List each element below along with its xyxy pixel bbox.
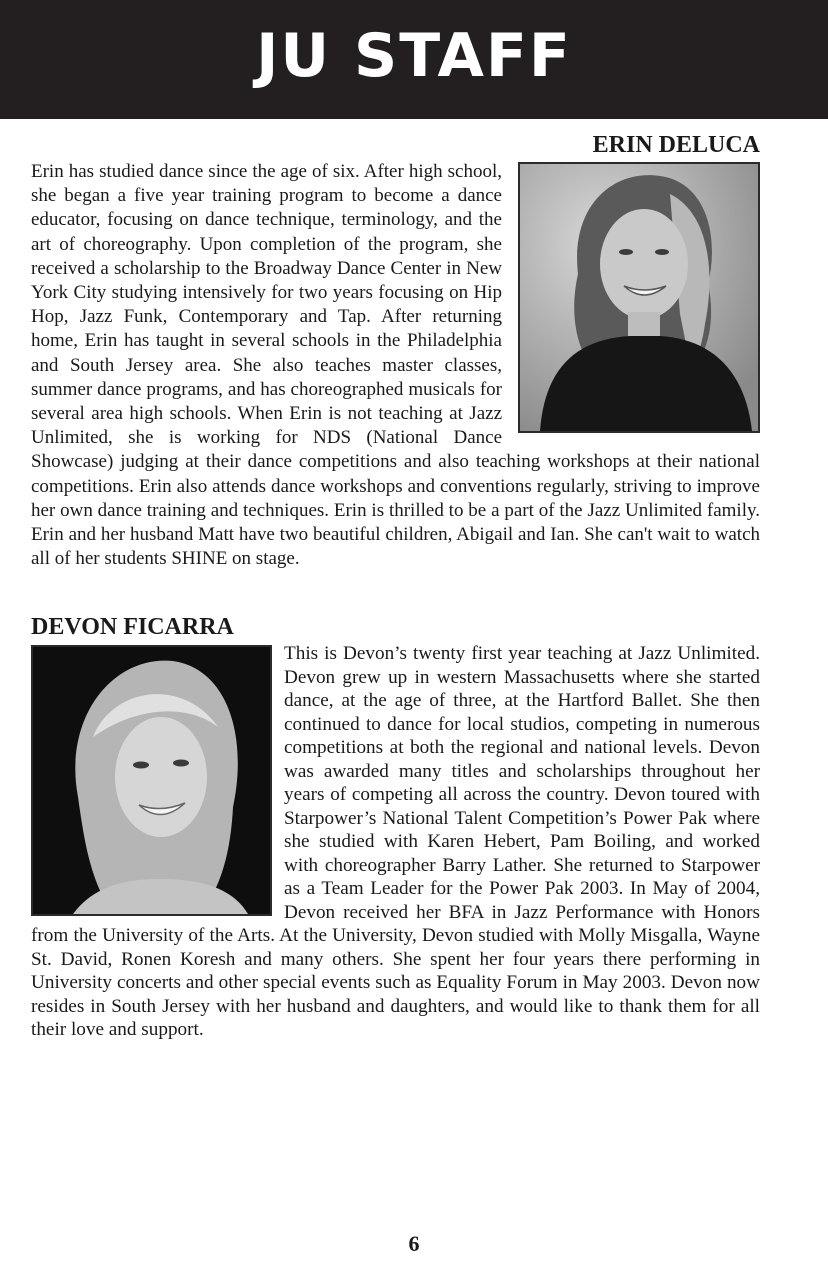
staff-bio: Erin has studied dance since the age of six. After high school, she began a five year training program to become a dance educator, focusing on dance technique, terminology, and the art of choreography. Upon completion of the program, she received a scholarship to the Broadway Dance Center in New York City studying intensively for two years focusing on Hip Hop, Jazz Funk, Contemporary and Tap. After returning home, Erin has taught in several schools in the Philadelphia and South Jersey area. She also teaches master classes, summer dance programs, and has choreographed musicals for several area high schools. When Erin is not teaching at Jazz Unlimited, she is working for NDS (National Dance Showcase) judging at their dance competitions and also teaching workshops at their national competitions. Erin also attends dance workshops and conventions regularly, striving to improve her own dance training and techniques. Erin is thrilled to be a part of the Jazz Unlimited family. Erin and her husband Matt have two beautiful children, Abigail and Ian. She can't wait to watch all of her students SHINE on stage.: [31, 161, 760, 570]
staff-name: ERIN DELUCA: [592, 132, 760, 158]
page-number: 6: [408, 1231, 420, 1256]
page-header: [0, 0, 828, 119]
staff-name: DEVON FICARRA: [31, 614, 234, 640]
staff-photo-devon: [31, 645, 272, 916]
staff-photo-erin: [518, 162, 760, 433]
staff-section-erin-deluca: [31, 130, 760, 571]
page-title: JU STAFF: [256, 21, 572, 91]
staff-bio: This is Devon’s twenty first year teaching at Jazz Unlimited. Devon grew up in western Massachusetts where she started dance, at the age of three, at the Hartford Ballet. She then continued to dance for local studios, competing in numerous competitions at both the regional and national levels. Devon was awarded many titles and scholarships throughout her years of competing all across the country. Devon toured with Starpower’s National Talent Competition’s Power Pak where she studied with Karen Hebert, Pam Boiling, and worked with choreographer Barry Lather. She returned to Starpower as a Team Leader for the Power Pak 2003. In May of 2004, Devon received her BFA in Jazz Performance with Honors from the University of the Arts. At the University, Devon studied with Molly Misgalla, Wayne St. David, Ronen Koresh and many others. She spent her four years there performing in University concerts and other special events such as Equality Forum in May 2003. Devon now resides in South Jersey with her husband and daughters, and would like to thank them for all their love and support.: [31, 643, 760, 1040]
staff-section-devon-ficarra: [31, 612, 760, 1042]
